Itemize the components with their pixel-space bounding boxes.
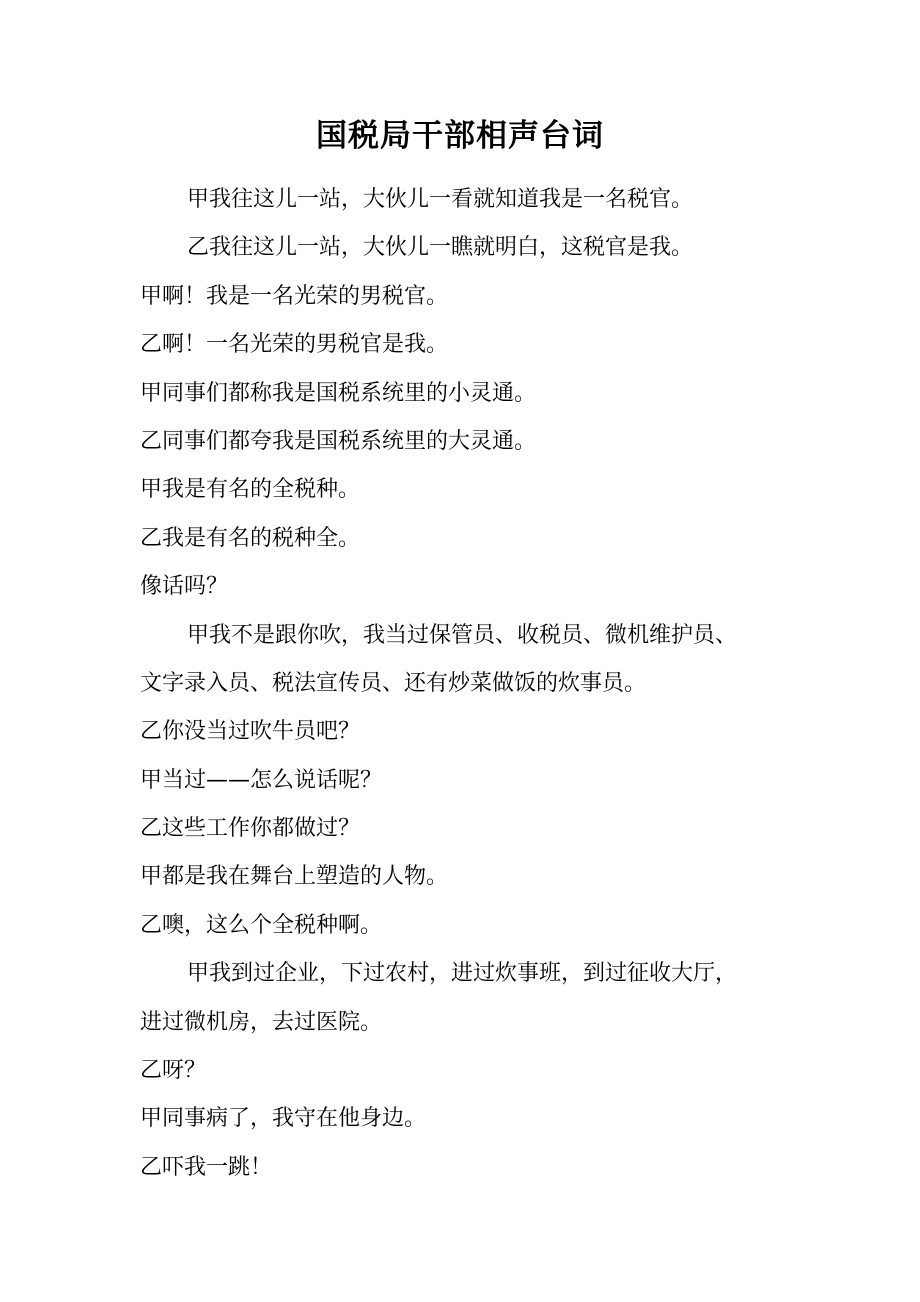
dialogue-line: 乙同事们都夸我是国税系统里的大灵通。 — [140, 428, 537, 454]
document-title: 国税局干部相声台词 — [316, 118, 604, 154]
dialogue-line: 甲我到过企业，下过农村，进过炊事班，到过征收大厅， — [187, 961, 738, 987]
dialogue-line: 乙这些工作你都做过？ — [140, 816, 361, 842]
dialogue-line: 乙噢，这么个全税种啊。 — [140, 912, 383, 938]
dialogue-line: 进过微机房，去过医院。 — [140, 1009, 383, 1035]
dialogue-line: 甲都是我在舞台上塑造的人物。 — [140, 864, 449, 890]
dialogue-line: 文字录入员、税法宣传员、还有炒菜做饭的炊事员。 — [140, 670, 647, 696]
dialogue-line: 甲当过——怎么说话呢？ — [140, 767, 383, 793]
dialogue-line: 甲同事们都称我是国税系统里的小灵通。 — [140, 380, 537, 406]
dialogue-line: 乙我是有名的税种全。 — [140, 525, 361, 551]
dialogue-line: 甲我是有名的全税种。 — [140, 477, 361, 503]
dialogue-line: 像话吗？ — [140, 574, 229, 600]
dialogue-line: 乙吓我一跳！ — [140, 1154, 273, 1180]
dialogue-line: 甲啊！我是一名光荣的男税官。 — [140, 283, 449, 309]
document-body — [140, 176, 790, 1192]
dialogue-line: 甲我往这儿一站，大伙儿一看就知道我是一名税官。 — [187, 187, 694, 212]
dialogue-line: 甲我不是跟你吹，我当过保管员、收税员、微机维护员、 — [187, 622, 738, 648]
dialogue-line: 乙呀？ — [140, 1058, 207, 1084]
dialogue-line: 乙你没当过吹牛员吧？ — [140, 719, 361, 745]
dialogue-line: 乙我往这儿一站，大伙儿一瞧就明白，这税官是我。 — [187, 235, 694, 261]
dialogue-line: 甲同事病了，我守在他身边。 — [140, 1106, 427, 1132]
dialogue-line: 乙啊！一名光荣的男税官是我。 — [140, 332, 449, 358]
